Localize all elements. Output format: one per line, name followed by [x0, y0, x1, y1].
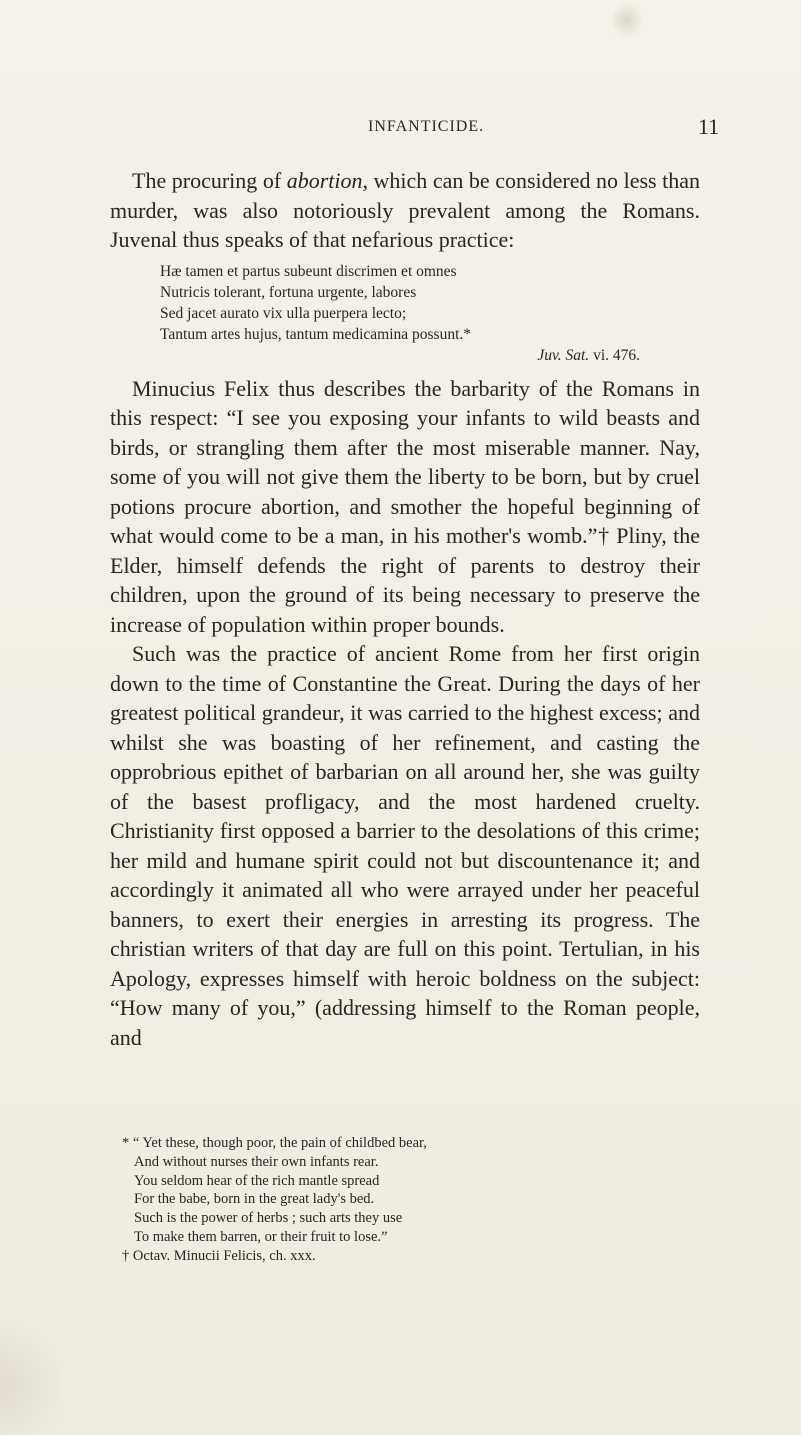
paragraph-minucius: Minucius Felix thus describes the barbarity of the Romans in this respect: “I see you exposing your infants to wild beasts and birds, or strangling them after the most miserable manner. Nay, some of you will not give them the liberty to be born, but by cruel potions procure abortion, and smother the hopeful beginning of what would come to be a man, in his mother's womb.”† Pliny, the Elder, himself defends the right of parents to destroy their children, upon the ground of its being necessary to preserve the increase of population within proper bounds. [110, 375, 700, 637]
paragraph-abortion: The procuring of abortion, which can be considered no less than murder, was also notoriously prevalent among the Romans. Juvenal thus speaks of that nefarious practice: [110, 168, 700, 252]
footnotes [112, 1134, 692, 1266]
quote-line: Tantum artes hujus, tantum medicamina possunt.* [160, 325, 472, 343]
quote-citation: Juv. Sat. vi. 476. [537, 346, 640, 364]
footnote-verse-line: Such is the power of herbs ; such arts they use [134, 1210, 403, 1227]
paper-stain [0, 1310, 60, 1435]
quote-line: Nutricis tolerant, fortuna urgente, labores [160, 283, 417, 301]
footnote-verse-line: To make them barren, or their fruit to lose.” [134, 1228, 388, 1245]
footnote-asterisk: * “ Yet these, though poor, the pain of childbed bear, [122, 1135, 427, 1151]
page-number: 11 [698, 114, 720, 139]
quote-line: Sed jacet aurato vix ulla puerpera lecto; [160, 304, 407, 322]
running-head: INFANTICIDE. [368, 118, 485, 135]
footnote-dagger: † Octav. Minucii Felicis, ch. xxx. [122, 1247, 316, 1264]
emphasis-abortion: abortion [286, 168, 363, 193]
main-text [110, 166, 700, 1052]
juvenal-quote [160, 261, 700, 366]
paper-stain [612, 0, 642, 40]
footnote-verse-line: You seldom hear of the rich mantle spread [134, 1172, 380, 1189]
footnote-verse-line: And without nurses their own infants rear. [134, 1153, 379, 1170]
paragraph-rome: Such was the practice of ancient Rome from her first origin down to the time of Constantine the Great. During the days of her greatest political grandeur, it was carried to the highest excess; and whilst she was boasting of her refinement, and casting the opprobrious epithet of barbarian on all around her, she was guilty of the basest profligacy, and the most hardened cruelty. Christianity first opposed a barrier to the desolations of this crime; her mild and humane spirit could not but discountenance it; and accordingly it animated all who were arrayed under her peaceful banners, to exert their energies in arresting its progress. The christian writers of that day are full on this point. Tertulian, in his Apology, expresses himself with heroic boldness on the subject: “How many of you,” (addressing himself to the Roman people, and [110, 641, 700, 1050]
quote-line: Hæ tamen et partus subeunt discrimen et omnes [160, 262, 457, 280]
footnote-verse-line: For the babe, born in the great lady's bed. [134, 1191, 375, 1208]
